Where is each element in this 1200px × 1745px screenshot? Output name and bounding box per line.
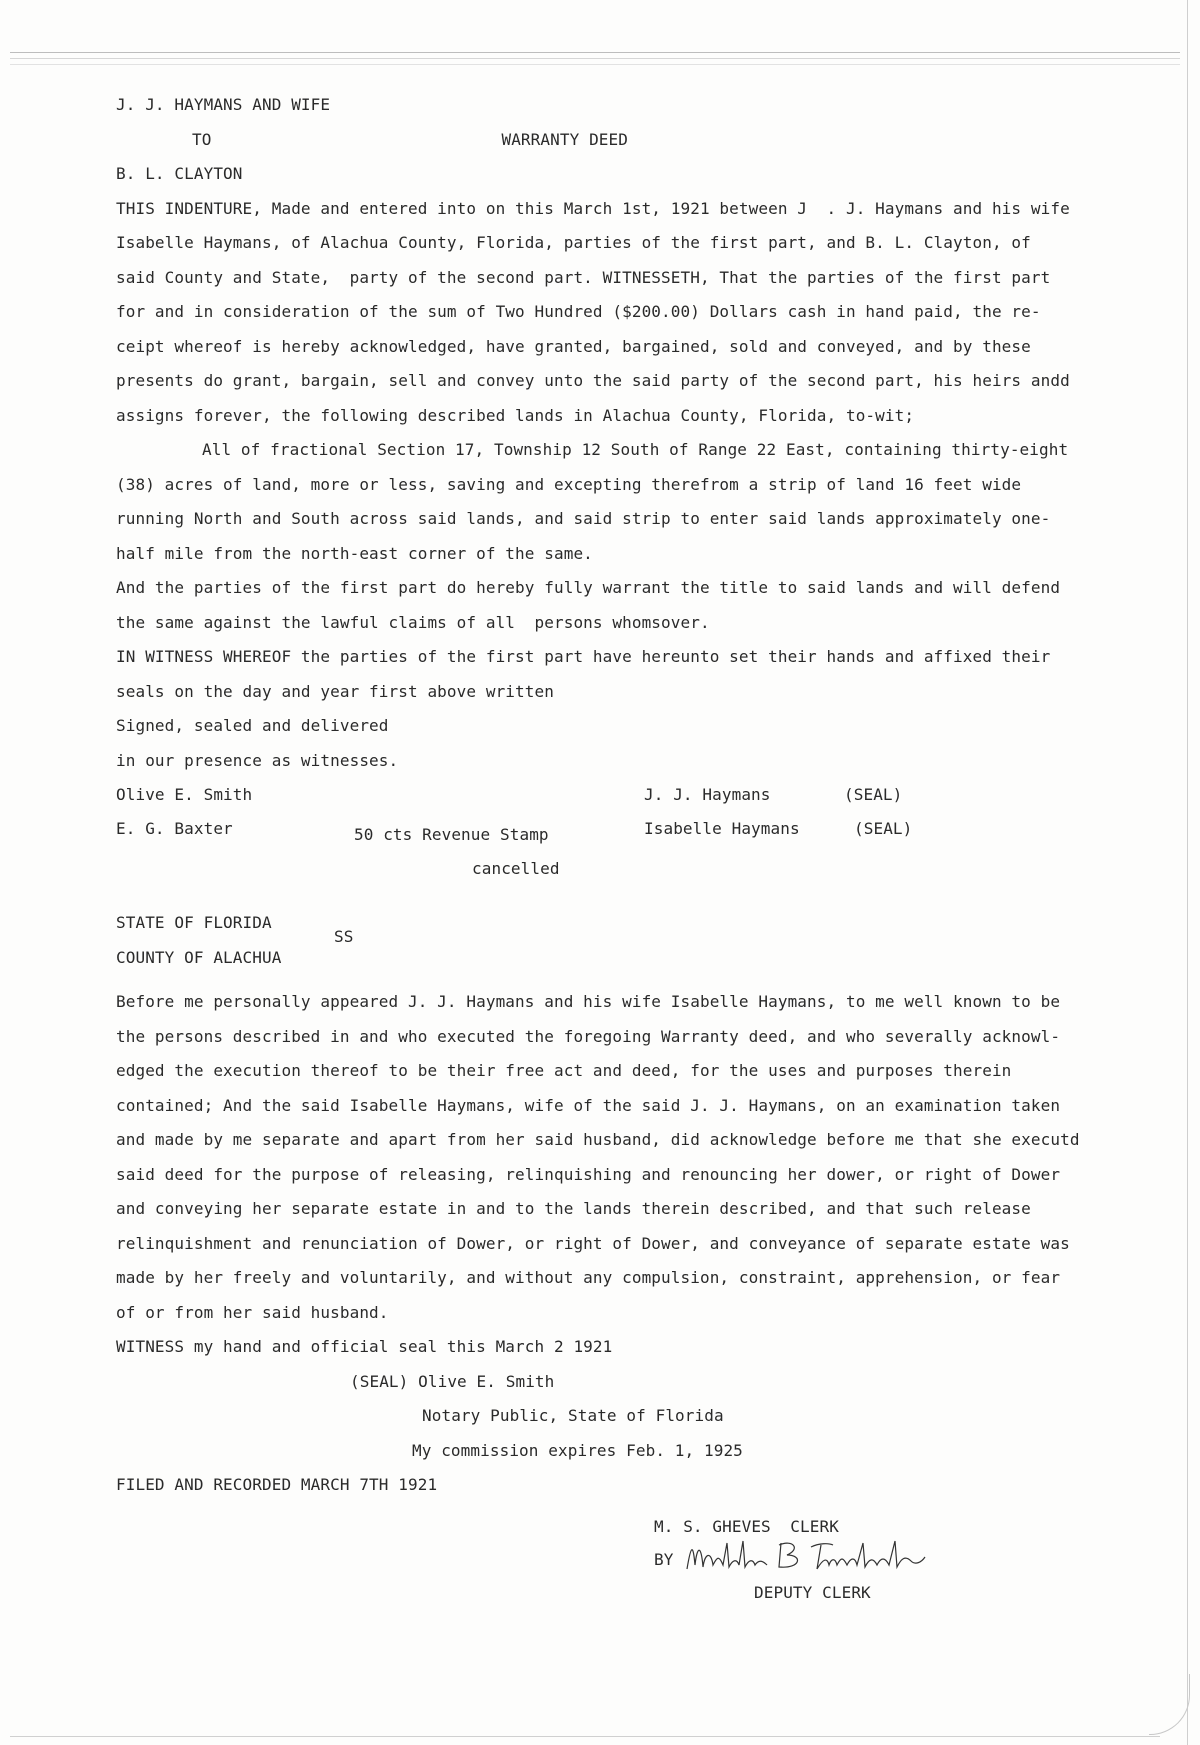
stamp-line: cancelled <box>472 859 560 878</box>
clerk-block <box>116 1513 1136 1607</box>
body-line: IN WITNESS WHEREOF the parties of the first part have hereunto set their hands and affixed their <box>116 647 1051 666</box>
body-line: and made by me separate and apart from her said husband, did acknowledge before me that she executd <box>116 1130 1080 1149</box>
body-line: Signed, sealed and delivered <box>116 716 389 735</box>
seal-label: (SEAL) <box>854 819 913 838</box>
notary-name: (SEAL) Olive E. Smith <box>350 1371 555 1391</box>
witness-name: E. G. Baxter <box>116 819 233 838</box>
body-line: said County and State, party of the second part. WITNESSETH, That the parties of the first part <box>116 267 1051 287</box>
body-line: edged the execution thereof to be their free act and deed, for the uses and purposes therein <box>116 1061 1012 1080</box>
blank-cell <box>348 778 644 812</box>
page-edge-top <box>10 52 1180 53</box>
body-line: of or from her said husband. <box>116 1302 389 1322</box>
stamp-line: 50 cts Revenue Stamp <box>354 825 549 844</box>
body-line: ceipt whereof is hereby acknowledged, have granted, bargained, sold and conveyed, and by these <box>116 336 1031 356</box>
signature-block <box>116 778 1136 886</box>
body-line: assigns forever, the following described lands in Alachua County, Florida, to-wit; <box>116 405 915 425</box>
body-line: made by her freely and voluntarily, and without any compulsion, constraint, apprehension, or fear <box>116 1268 1061 1287</box>
body-line: And the parties of the first part do hereby fully warrant the title to said lands and will defend <box>116 578 1061 597</box>
clerk-name: M. S. GHEVES CLERK <box>654 1516 839 1536</box>
notary-title: Notary Public, State of Florida <box>422 1406 724 1425</box>
land-description-paragraph <box>116 433 1136 571</box>
body-line: seals on the day and year first above written <box>116 681 554 701</box>
signer-name: Isabelle Haymans <box>644 819 800 838</box>
witness-paragraph <box>116 640 1136 778</box>
body-line: relinquishment and renunciation of Dower, or right of Dower, and conveyance of separate estate was <box>116 1233 1070 1253</box>
body-line: and conveying her separate estate in and to the lands therein described, and that such release <box>116 1199 1031 1218</box>
body-line: Before me personally appeared J. J. Haymans and his wife Isabelle Haymans, to me well known to be <box>116 992 1061 1011</box>
body-line: for and in consideration of the sum of Two Hundred ($200.00) Dollars cash in hand paid, the re- <box>116 302 1041 321</box>
body-line: (38) acres of land, more or less, saving and excepting therefrom a strip of land 16 feet wide <box>116 474 1022 494</box>
signer-name: J. J. Haymans <box>644 785 771 804</box>
venue-ss: SS <box>334 927 354 946</box>
deed-title: WARRANTY DEED <box>501 129 628 149</box>
by-label: BY <box>654 1549 674 1569</box>
body-line: All of fractional Section 17, Township 12 South of Range 22 East, containing thirty-eight <box>202 440 1069 459</box>
body-line: the persons described in and who executed the foregoing Warranty deed, and who severally acknowl- <box>116 1026 1061 1046</box>
body-line: THIS INDENTURE, Made and entered into on this March 1st, 1921 between J . J. Haymans and his wife <box>116 198 1070 218</box>
grantor-line: J. J. HAYMANS AND WIFE <box>116 95 331 114</box>
warranty-paragraph <box>116 571 1136 640</box>
page-edge-right <box>1187 0 1188 1745</box>
to-line <box>116 123 1136 158</box>
body-line: presents do grant, bargain, sell and convey unto the said party of the second part, his heirs andd <box>116 371 1070 390</box>
acknowledgment-paragraph <box>116 985 1136 1330</box>
deputy-clerk-label: DEPUTY CLERK <box>754 1582 871 1602</box>
filing-line: FILED AND RECORDED MARCH 7TH 1921 <box>116 1475 438 1494</box>
clerk-by-line <box>536 1541 1136 1579</box>
notary-witness-line: WITNESS my hand and official seal this March 2 1921 <box>116 1337 613 1356</box>
venue-state: STATE OF FLORIDA <box>116 913 272 932</box>
page-curl <box>1149 1674 1190 1735</box>
body-line: in our presence as witnesses. <box>116 750 399 770</box>
venue-county: COUNTY OF ALACHUA <box>116 947 282 967</box>
body-line: running North and South across said lands, and said strip to enter said lands approximately one- <box>116 509 1051 528</box>
body-line: contained; And the said Isabelle Haymans, wife of the said J. J. Haymans, on an examination taken <box>116 1095 1061 1115</box>
page-edge-line <box>10 58 1180 59</box>
to-word: TO <box>192 129 212 149</box>
body-line: said deed for the purpose of releasing, relinquishing and renouncing her dower, or right of Dower <box>116 1164 1061 1184</box>
deed-document <box>116 88 1136 1607</box>
venue-block <box>116 906 1136 975</box>
notary-commission: My commission expires Feb. 1, 1925 <box>412 1440 743 1460</box>
body-line: half mile from the north-east corner of the same. <box>116 543 593 563</box>
seal-label: (SEAL) <box>844 785 903 804</box>
revenue-stamp-note <box>348 812 644 886</box>
handwritten-signature <box>683 1535 928 1579</box>
body-line: the same against the lawful claims of all persons whomsover. <box>116 612 710 632</box>
witness-name: Olive E. Smith <box>116 785 253 804</box>
indenture-paragraph <box>116 192 1136 434</box>
page-edge-line <box>10 64 1180 65</box>
page-edge-bottom <box>10 1736 1160 1737</box>
grantee-line: B. L. CLAYTON <box>116 164 243 183</box>
body-line: Isabelle Haymans, of Alachua County, Florida, parties of the first part, and B. L. Clayton, of <box>116 233 1031 252</box>
